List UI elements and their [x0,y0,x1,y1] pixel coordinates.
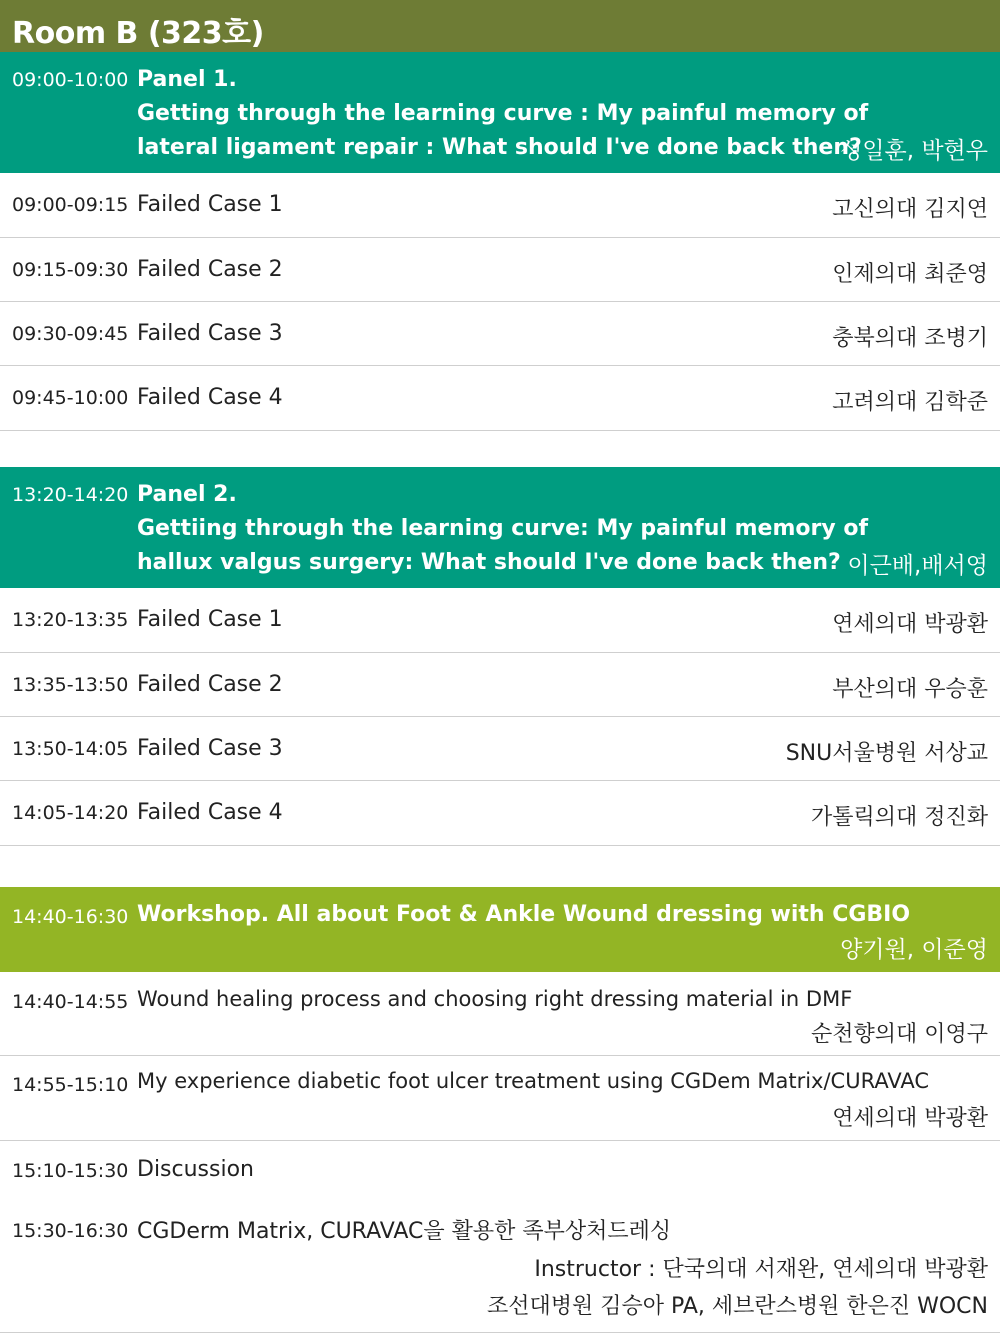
panel-1-time: 09:00-10:00 [12,69,129,91]
table-row [0,302,1000,366]
session-time: 13:20-13:35 [12,609,129,631]
session-time: 14:55-15:10 [12,1074,129,1096]
table-row [0,972,1000,1056]
session-time: 09:15-09:30 [12,259,129,281]
panel-2-subtitle-line-2: hallux valgus surgery: What should I've done back then? [137,550,841,575]
table-row [0,238,1000,302]
session-instructors-line-2: 조선대병원 김승아 PA, 세브란스병원 한은진 WOCN [486,1294,988,1319]
table-row [0,366,1000,431]
workshop-title: Workshop. All about Foot & Ankle Wound dressing with CGBIO [137,902,911,927]
session-time: 09:45-10:00 [12,387,129,409]
table-row [0,588,1000,653]
session-speaker: 인제의대 최준영 [832,262,988,287]
session-topic: CGDerm Matrix, CURAVAC을 활용한 족부상처드레싱 [137,1219,672,1244]
session-topic: Wound healing process and choosing right dressing material in DMF [137,987,853,1011]
session-time: 14:05-14:20 [12,802,129,824]
session-instructors: Instructor : 단국의대 서재완, 연세의대 박광환 [534,1257,988,1282]
workshop-time: 14:40-16:30 [12,906,129,928]
panel-1-subtitle-line-1: Getting through the learning curve : My painful memory of [137,101,869,126]
session-topic: Failed Case 2 [137,257,283,282]
room-header [0,0,1000,52]
table-row [0,781,1000,846]
panel-2-title: Panel 2. [137,482,237,507]
session-time: 09:00-09:15 [12,194,129,216]
table-row [0,653,1000,717]
room-title: Room B (323호) [12,16,264,51]
session-topic: Failed Case 4 [137,385,283,410]
session-time: 15:30-16:30 [12,1220,129,1242]
session-topic: Failed Case 2 [137,672,283,697]
session-speaker: 부산의대 우승훈 [832,677,988,702]
table-row [0,173,1000,238]
session-topic: Failed Case 4 [137,800,283,825]
table-row [0,717,1000,781]
workshop-moderators: 양기원, 이준영 [840,937,988,963]
panel-1-header [0,52,1000,173]
panel-2-moderators: 이근배,배서영 [847,553,988,579]
session-topic: Failed Case 3 [137,736,283,761]
session-speaker: 순천향의대 이영구 [810,1022,988,1047]
session-speaker: 연세의대 박광환 [832,612,988,637]
session-time: 13:35-13:50 [12,674,129,696]
workshop-header [0,887,1000,972]
session-topic: Failed Case 3 [137,321,283,346]
session-time: 14:40-14:55 [12,991,129,1013]
table-row [0,1199,1000,1333]
table-row [0,1141,1000,1199]
panel-2-time: 13:20-14:20 [12,484,129,506]
session-speaker: 고려의대 김학준 [832,390,988,415]
session-speaker: 가톨릭의대 정진화 [810,805,988,830]
session-topic: My experience diabetic foot ulcer treatment using CGDem Matrix/CURAVAC [137,1069,930,1093]
session-time: 15:10-15:30 [12,1160,129,1182]
table-row [0,1056,1000,1141]
session-topic: Failed Case 1 [137,192,283,217]
session-topic: Discussion [137,1157,254,1182]
session-time: 13:50-14:05 [12,738,129,760]
panel-2-subtitle-line-1: Gettiing through the learning curve: My painful memory of [137,516,869,541]
session-speaker: 고신의대 김지연 [832,197,988,222]
panel-1-moderators: 성일훈, 박현우 [840,138,988,164]
session-speaker: 충북의대 조병기 [832,326,988,351]
session-speaker: 연세의대 박광환 [832,1106,988,1131]
panel-1-subtitle-line-2: lateral ligament repair : What should I've done back then? [137,135,862,160]
panel-2-header [0,467,1000,588]
session-time: 09:30-09:45 [12,323,129,345]
session-speaker: SNU서울병원 서상교 [785,741,988,766]
panel-1-title: Panel 1. [137,67,237,92]
session-topic: Failed Case 1 [137,607,283,632]
